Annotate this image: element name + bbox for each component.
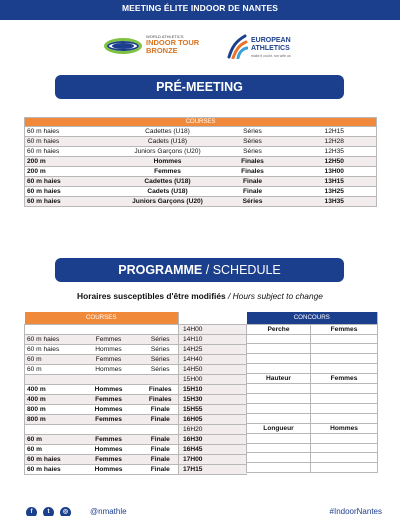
category-cell: Cadets (U18) [123,137,213,147]
category-cell: Cadettes (U18) [123,177,213,187]
table-row [25,167,377,177]
event-cell: 800 m [25,414,75,424]
table-row [25,177,377,187]
category-cell: Juniors Garçons (U20) [123,197,213,207]
instagram-icon[interactable]: ◎ [60,507,71,516]
courses-header: COURSES [25,312,179,324]
time-cell: 14H00 [179,324,247,334]
courses-table [24,312,247,475]
table-row [247,433,378,443]
event-cell: 200 m [25,167,123,177]
event-cell: 60 m haies [25,147,123,157]
category-cell [75,424,143,434]
category-cell: Hommes [75,444,143,454]
table-row [247,413,378,423]
round-cell: Séries [213,197,293,207]
category-cell: Femmes [75,334,143,344]
event-cell: 60 m [25,444,75,454]
european-athletics-logo [226,33,316,63]
round-cell: Séries [143,344,179,354]
table-row [247,344,378,354]
time-cell: 17H15 [179,464,247,474]
event-cell: 400 m [25,394,75,404]
round-cell: Finale [143,404,179,414]
discipline-cell [247,364,311,374]
event-cell: 60 m [25,364,75,374]
event-cell: 60 m haies [25,334,75,344]
category-cell: Hommes [75,364,143,374]
gender-cell [311,453,378,463]
event-cell: 60 m haies [25,177,123,187]
gender-cell [311,393,378,403]
table-row [25,157,377,167]
round-cell: Finale [143,454,179,464]
event-cell: 400 m [25,384,75,394]
event-cell: 60 m haies [25,187,123,197]
time-cell: 13H00 [293,167,377,177]
table-row [25,434,247,444]
category-cell: Hommes [75,404,143,414]
round-cell: Séries [143,334,179,344]
table-row [247,443,378,453]
round-cell: Finale [143,464,179,474]
programme-subtitle: SCHEDULE [212,263,281,277]
discipline-cell [247,354,311,364]
table-row [25,394,247,404]
category-cell [75,374,143,384]
category-cell: Femmes [123,167,213,177]
table-row [25,464,247,474]
table-row [25,137,377,147]
round-cell: Finale [213,187,293,197]
table-row [247,453,378,463]
gender-cell: Femmes [311,324,378,334]
category-cell: Femmes [75,394,143,404]
table-row [247,364,378,374]
discipline-cell [247,463,311,473]
table-row [25,384,247,394]
table-row [247,393,378,403]
premeeting-title: PRÉ-MEETING [156,80,243,94]
category-cell: Hommes [75,464,143,474]
discipline-cell [247,393,311,403]
round-cell: Finales [213,167,293,177]
concours-table [246,312,378,473]
category-cell [75,324,143,334]
gender-cell [311,403,378,413]
event-cell: 200 m [25,157,123,167]
category-cell: Femmes [75,354,143,364]
gender-cell [311,344,378,354]
discipline-cell: Longueur [247,423,311,433]
table-row [25,344,247,354]
page-title: MEETING ÉLITE INDOOR DE NANTES [121,3,278,13]
ea-logo-tagline: make it count. run with us [251,54,291,58]
gender-cell: Femmes [311,374,378,384]
gender-cell [311,354,378,364]
category-cell: Femmes [75,434,143,444]
round-cell [143,374,179,384]
event-cell [25,424,75,434]
time-cell: 15H00 [179,374,247,384]
time-cell: 14H50 [179,364,247,374]
table-row [247,463,378,473]
round-cell [143,424,179,434]
round-cell: Séries [213,147,293,157]
premeeting-courses-header: COURSES [25,118,377,127]
round-cell: Finale [213,177,293,187]
gender-cell [311,334,378,344]
time-cell: 15H10 [179,384,247,394]
gender-cell [311,413,378,423]
time-cell: 16H30 [179,434,247,444]
concours-header: CONCOURS [247,312,378,324]
twitter-icon[interactable]: t [43,507,54,516]
event-cell: 60 m haies [25,197,123,207]
table-row [25,444,247,454]
schedule-note: Horaires susceptibles d'être modifiés / Hours subject to change [77,291,323,301]
table-row [25,127,377,137]
table-row [25,354,247,364]
gender-cell [311,384,378,394]
category-cell: Cadettes (U18) [123,127,213,137]
table-row [247,403,378,413]
ea-logo-text: EUROPEAN ATHLETICS [251,37,291,52]
event-cell: 60 m [25,434,75,444]
discipline-cell [247,413,311,423]
event-cell: 60 m [25,354,75,364]
time-cell: 14H10 [179,334,247,344]
discipline-cell [247,403,311,413]
table-row [247,354,378,364]
table-row [25,147,377,157]
table-row [247,334,378,344]
event-cell [25,324,75,334]
discipline-cell [247,443,311,453]
event-hashtag: #IndoorNantes [329,507,382,516]
table-row [247,374,378,384]
indoor-logo-line1: INDOOR TOUR [146,38,200,47]
time-cell: 12H35 [293,147,377,157]
table-row [25,197,377,207]
footer [0,503,400,516]
table-row [247,423,378,433]
time-cell: 13H35 [293,197,377,207]
event-cell: 60 m haies [25,454,75,464]
indoor-tour-logo [104,32,204,62]
event-cell: 60 m haies [25,127,123,137]
round-cell: Finales [213,157,293,167]
table-row [25,404,247,414]
time-cell: 14H25 [179,344,247,354]
programme-banner: PROGRAMME / SCHEDULE [55,258,344,282]
event-cell [25,374,75,384]
indoor-logo-line2: BRONZE [146,46,178,55]
category-cell: Femmes [75,414,143,424]
table-row [25,374,247,384]
premeeting-table [24,117,377,207]
time-cell: 12H15 [293,127,377,137]
category-cell: Femmes [75,454,143,464]
table-row [25,187,377,197]
time-cell: 16H05 [179,414,247,424]
event-cell: 60 m haies [25,344,75,354]
round-cell: Séries [213,137,293,147]
time-cell: 16H20 [179,424,247,434]
round-cell: Séries [143,364,179,374]
table-row [25,454,247,464]
time-cell: 13H15 [293,177,377,187]
sponsor-logos [0,30,400,64]
table-row [25,324,247,334]
time-cell: 13H25 [293,187,377,197]
table-row [25,334,247,344]
category-cell: Juniors Garçons (U20) [123,147,213,157]
table-row [25,424,247,434]
table-row [247,384,378,394]
category-cell: Hommes [75,384,143,394]
time-cell: 15H55 [179,404,247,414]
discipline-cell [247,453,311,463]
gender-cell [311,433,378,443]
table-row [25,364,247,374]
round-cell: Séries [143,354,179,364]
premeeting-banner [55,75,344,99]
time-cell: 12H28 [293,137,377,147]
gender-cell [311,443,378,453]
table-row [247,324,378,334]
round-cell: Finale [143,444,179,454]
time-cell: 15H30 [179,394,247,404]
gender-cell [311,463,378,473]
round-cell: Séries [213,127,293,137]
programme-title: PROGRAMME [118,263,203,277]
time-cell: 12H50 [293,157,377,167]
discipline-cell: Hauteur [247,374,311,384]
discipline-cell: Perche [247,324,311,334]
table-row [25,414,247,424]
time-cell: 16H45 [179,444,247,454]
round-cell: Finales [143,384,179,394]
ea-runner-icon [226,33,248,59]
time-cell: 14H40 [179,354,247,364]
discipline-cell [247,384,311,394]
discipline-cell [247,344,311,354]
gender-cell [311,364,378,374]
round-cell: Finales [143,394,179,404]
event-cell: 800 m [25,404,75,414]
category-cell: Hommes [75,344,143,354]
discipline-cell [247,433,311,443]
category-cell: Cadets (U18) [123,187,213,197]
round-cell: Finale [143,414,179,424]
header-bar [0,0,400,20]
indoor-logo-small-text: WORLD ATHLETICS [146,34,184,39]
category-cell: Hommes [123,157,213,167]
event-cell: 60 m haies [25,464,75,474]
time-cell: 17H00 [179,454,247,464]
round-cell [143,324,179,334]
round-cell: Finale [143,434,179,444]
facebook-icon[interactable]: f [26,507,37,516]
gender-cell: Hommes [311,423,378,433]
event-cell: 60 m haies [25,137,123,147]
discipline-cell [247,334,311,344]
social-handle[interactable]: @nmathle [90,507,127,516]
